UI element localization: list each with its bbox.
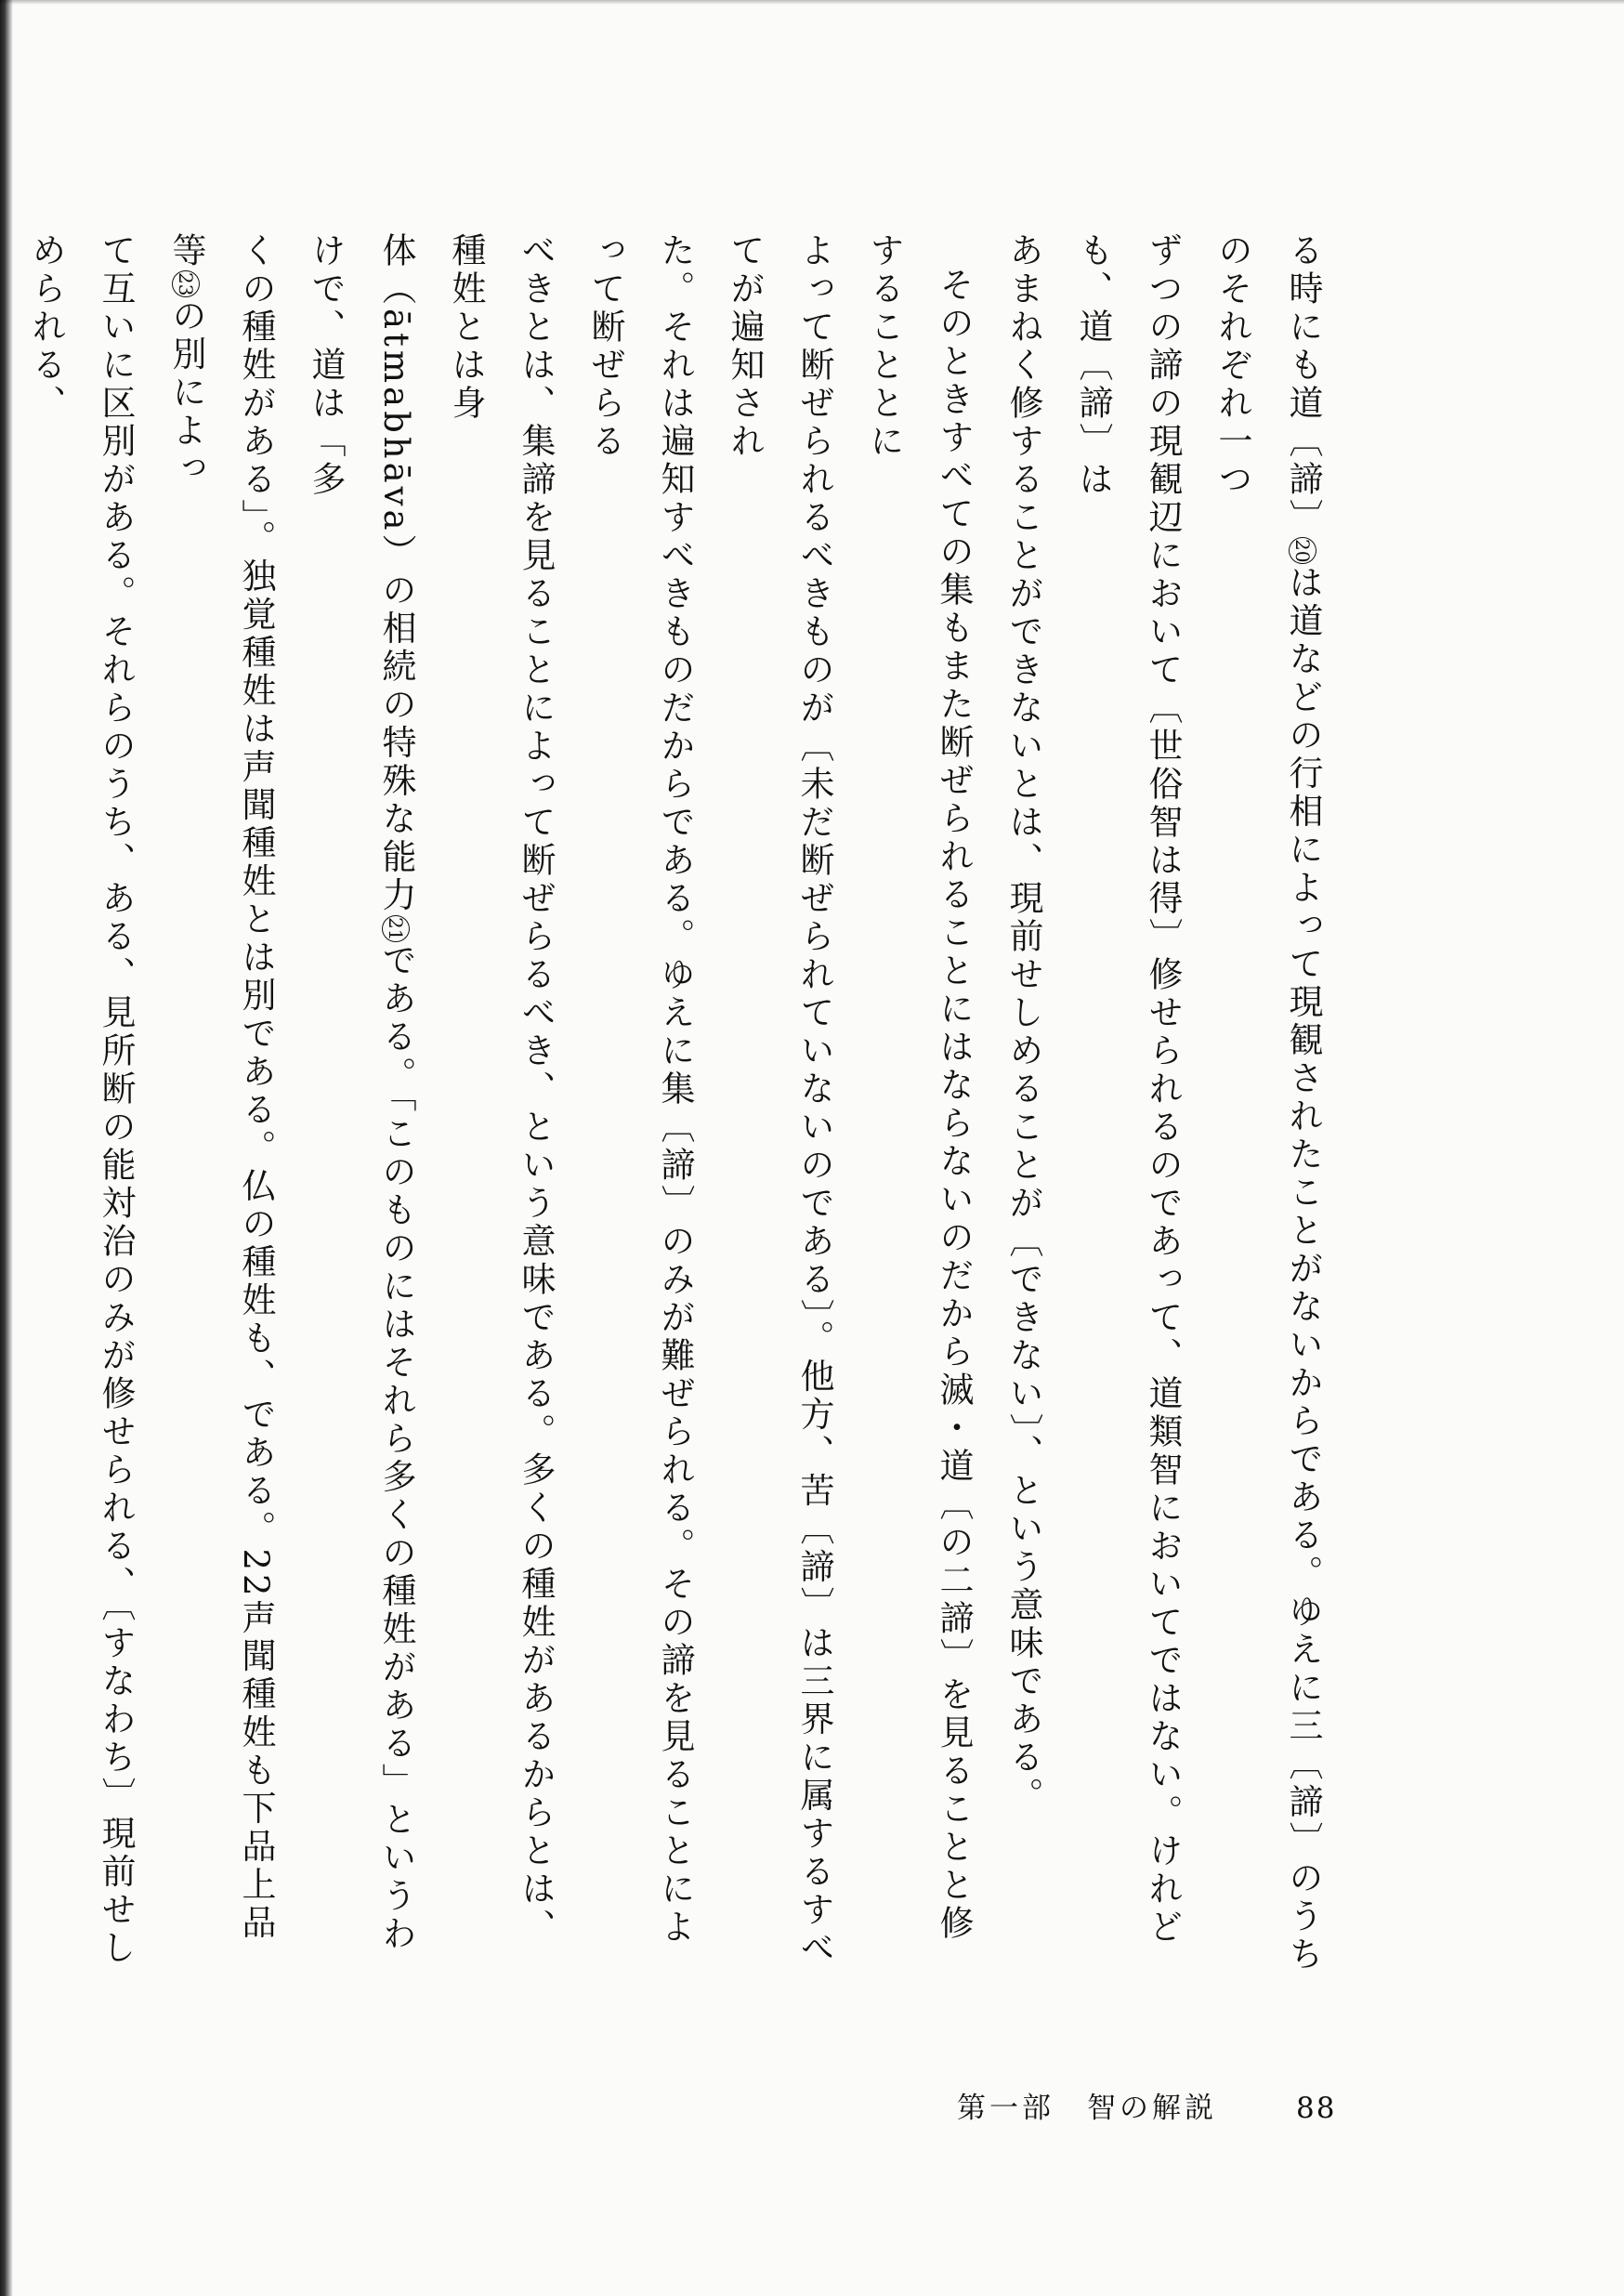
text-column: る時にも道〔諦〕20は道などの行相によって現観されたことがないからである。ゆえに三〔諦〕のうちのそれぞれ一つ — [1212, 232, 1323, 1975]
text-column: べきとは、集諦を見ることによって断ぜらるべき、という意味である。多くの種姓があるからとは、種姓とは身 — [446, 232, 556, 1947]
footnote-marker: 21 — [382, 915, 410, 942]
page-number: 88 — [1296, 2092, 1337, 2125]
text-column: くの種姓がある」。独覚種姓は声聞種姓とは別である。仏の種姓も、である。22声聞種姓も下品上品等23の別によっ — [166, 232, 276, 1943]
footnote-marker: 23 — [172, 270, 200, 297]
vertical-body-text — [26, 232, 1338, 1979]
running-footer — [957, 2086, 1421, 2131]
text-column — [0, 232, 11, 1979]
section-title: 第一部 智の解説 — [957, 2092, 1217, 2125]
text-column: て互いに区別がある。それらのうち、ある、見所断の能対治のみが修せられる、〔すなわち〕現前せしめられる、 — [26, 232, 136, 1968]
text-column: そのときすべての集もまた断ぜられることにはならないのだから滅・道〔の二諦〕を見ることと修することとに — [864, 232, 974, 1943]
footnote-marker: 20 — [1289, 537, 1316, 564]
text-column: よって断ぜられるべきものが〔未だ断ぜられていないのである〕。他方、苦〔諦〕は三界に属するすべてが遍知され — [725, 232, 834, 1968]
text-column: あまねく修することができないとは、現前せしめることが〔できない〕、という意味である。 — [1003, 232, 1043, 1816]
text-column: ずつの諦の現観辺において〔世俗智は得〕修せられるのであって、道類智においてではない。けれども、道〔諦〕は — [1073, 232, 1183, 1947]
text-column: 体（ātmabhāva）の相続の特殊な能力21である。「このものにはそれら多くの種姓がある」というわけで、道は「多 — [306, 232, 416, 1954]
text-column: た。それは遍知すべきものだからである。ゆえに集〔諦〕のみが難ぜられる。その諦を見ることによって断ぜらる — [585, 232, 695, 1947]
page-top-edge — [0, 0, 1624, 5]
